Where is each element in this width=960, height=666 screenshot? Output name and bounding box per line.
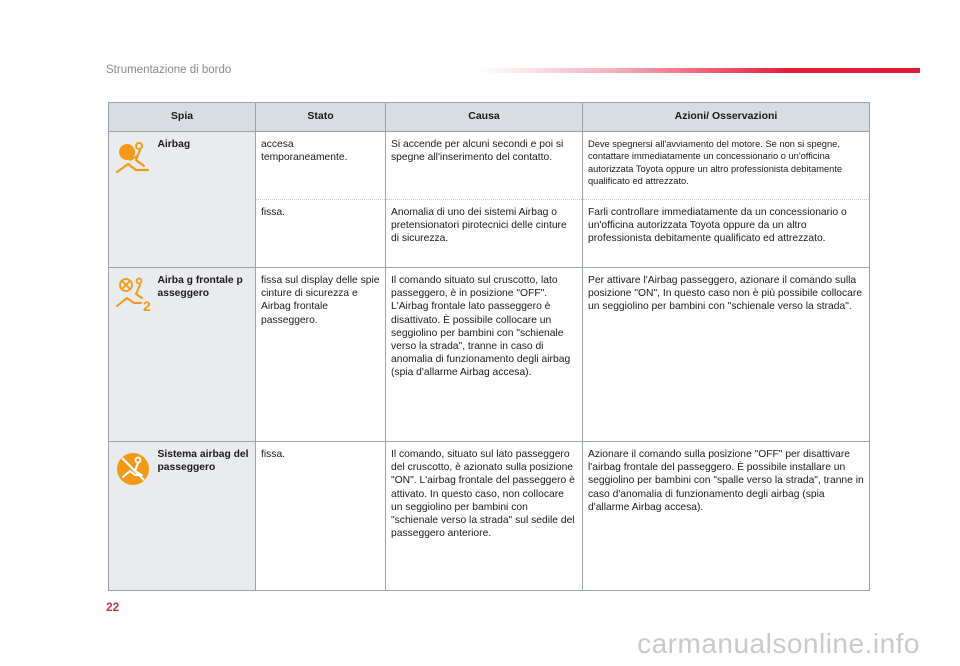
actions-cell: Deve spegnersi all'avviamento del motore. Se non si spegne, contattare immediatamente un concessionario o un'officina autorizzata Toyota oppure un altro professionista debitamente qualificato ed attrezzato.	[583, 132, 870, 200]
state-cell: fissa.	[256, 200, 386, 268]
table-row	[109, 442, 870, 591]
state-cell: fissa.	[256, 442, 386, 591]
table-row	[109, 132, 870, 200]
lamp-name: Airbag	[157, 139, 191, 150]
lamp-name: Sistema airbag del passeggero	[157, 449, 249, 474]
state-cell: accesa temporaneamente.	[256, 132, 386, 200]
state-cell: fissa sul display delle spie cinture di sicurezza e Airbag frontale passeggero.	[256, 268, 386, 442]
cause-cell: Si accende per alcuni secondi e poi si spegne all'inserimento del contatto.	[386, 132, 583, 200]
lamp-name: Airba g frontale p asseggero	[157, 275, 243, 300]
lamp-name-cell	[153, 442, 256, 591]
actions-cell: Farli controllare immediatamente da un concessionario o un'officina autorizzata Toyota oppure da un altro professionista debitamente qualificato ed attrezzato.	[583, 200, 870, 268]
column-header-azioni: Azioni/ Osservazioni	[583, 103, 870, 132]
actions-cell: Per attivare l'Airbag passeggero, azionare il comando sulla posizione "ON", In questo caso non è più possibile collocare un seggiolino per bambini con "schienale verso la strada".	[583, 268, 870, 442]
lamp-icon-cell	[109, 132, 153, 268]
page-number: 22	[106, 600, 120, 614]
section-title: Strumentazione di bordo	[106, 64, 232, 76]
cause-cell: Il comando situato sul cruscotto, lato passeggero, è in posizione "OFF". L'Airbag frontale lato passeggero è disattivato. È possibile collocare un seggiolino per bambini con "schienale verso la strada", tranne in caso di anomalia di funzionamento degli airbag (spia d'allarme Airbag accesa).	[386, 268, 583, 442]
lamp-icon-cell	[109, 268, 153, 442]
actions-cell: Azionare il comando sulla posizione "OFF" per disattivare l'airbag frontale del passeggero. È possibile installare un seggiolino per bambini con "spalle verso la strada", tranne in caso d'anomalia di funzionamento degli airbag (spia d'allarme Airbag accesa).	[583, 442, 870, 591]
passenger-airbag-deactivated-icon	[114, 448, 154, 492]
warning-lamps-table	[108, 102, 870, 591]
lamp-name-cell	[153, 132, 256, 268]
lamp-icon-cell	[109, 442, 153, 591]
cause-cell: Anomalia di uno dei sistemi Airbag o pretensionatori pirotecnici delle cinture di sicurezza.	[386, 200, 583, 268]
airbag-warning-icon	[114, 138, 154, 182]
column-header-causa: Causa	[386, 103, 583, 132]
svg-text:2: 2	[143, 298, 151, 314]
passenger-airbag-off-icon	[114, 274, 154, 318]
column-header-stato: Stato	[256, 103, 386, 132]
column-header-spia: Spia	[109, 103, 256, 132]
watermark: carmanualsonline.info	[637, 628, 920, 659]
table-header-row	[109, 103, 870, 132]
cause-cell: Il comando, situato sul lato passeggero del cruscotto, è azionato sulla posizione "ON". L'airbag frontale del passeggero è attivato. In questo caso, non collocare un seggiolino per bambini con "schienale verso la strada" sul sedile del passeggero anteriore.	[386, 442, 583, 591]
accent-bar	[480, 68, 920, 73]
lamp-name-cell	[153, 268, 256, 442]
table-row	[109, 268, 870, 442]
